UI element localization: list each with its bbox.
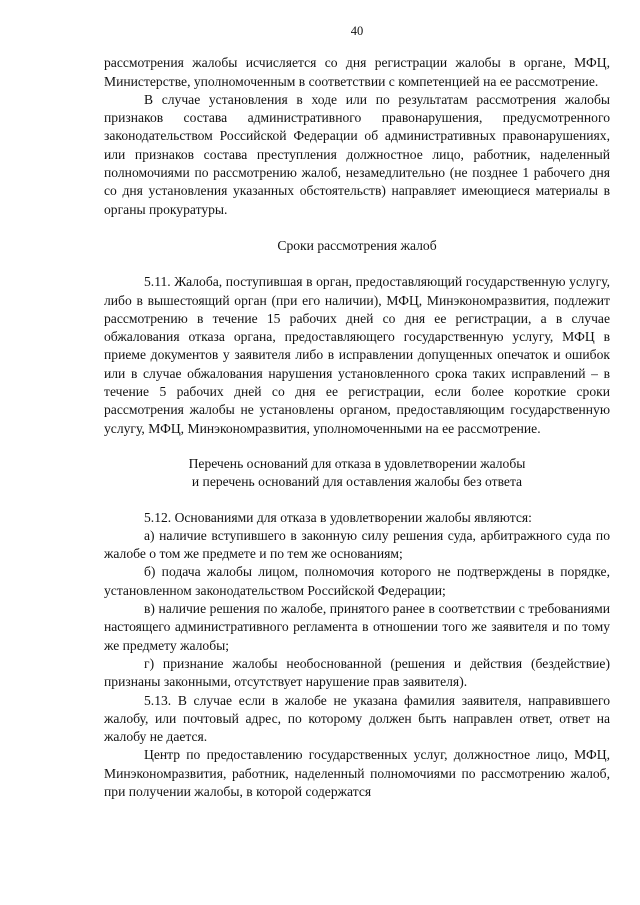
paragraph-5-11: 5.11. Жалоба, поступившая в орган, предоставляющий государственную услугу, либо в вышестоящий орган (при его наличии), МФЦ, Минэкономразвития, подлежит рассмотрению в течение 15 рабочих дней со дня ее регистрации, а в случае обжалования отказа органа, предоставляющего государственную услугу, МФЦ в приеме документов у заявителя либо в исправлении допущенных опечаток и ошибок или в случае обжалования нарушения установленного срока таких исправлений – в течение 5 рабочих дней со дня ее регистрации, если более короткие сроки рассмотрения жалобы не установлены органом, предоставляющим государственную услугу, МФЦ, Минэкономразвития, уполномоченными на ее рассмотрение.: [104, 274, 610, 436]
section-heading-refusal-grounds-line2: и перечень оснований для оставления жалобы без ответа: [191, 474, 523, 490]
paragraph-5-13: 5.13. В случае если в жалобе не указана фамилия заявителя, направившего жалобу, или почтовый адрес, по которому должен быть направлен ответ, ответ на жалобу не дается.: [104, 692, 610, 745]
paragraph-center-services: Центр по предоставлению государственных услуг, должностное лицо, МФЦ, Минэкономразвития, работник, наделенный полномочиями по рассмотрению жалоб, при получении жалобы, в которой содержатся: [104, 747, 610, 799]
section-heading-review-terms: Сроки рассмотрения жалоб: [277, 237, 437, 253]
list-item-g: г) признание жалобы необоснованной (решения и действия (бездействие) признаны законными, отсутствует нарушение прав заявителя).: [104, 655, 610, 690]
list-item-v: в) наличие решения по жалобе, принятого ранее в соответствии с требованиями настоящего административного регламента в отношении того же заявителя и по тому же предмету жалобы;: [104, 601, 610, 653]
list-item-b: б) подача жалобы лицом, полномочия которого не подтверждены в порядке, установленном законодательством Российской Федерации;: [104, 564, 610, 598]
section-heading-refusal-grounds-line1: Перечень оснований для отказа в удовлетворении жалобы: [188, 455, 526, 471]
paragraph-5-12: 5.12. Основаниями для отказа в удовлетворении жалобы являются:: [144, 509, 532, 525]
paragraph-continuation: рассмотрения жалобы исчисляется со дня регистрации жалобы в органе, МФЦ, Министерстве, уполномоченным в соответствии с компетенцией на ее рассмотрение.: [104, 55, 610, 89]
page-number: 40: [350, 24, 364, 38]
paragraph-prosecutor-referral: В случае установления в ходе или по результатам рассмотрения жалобы признаков состава административного правонарушения, предусмотренного законодательством Российской Федерации об административных правонарушениях, или признаков состава преступления должностное лицо, работник, наделенный полномочиями по рассмотрению жалоб, незамедлительно (не позднее 1 рабочего дня со дня установления указанных обстоятельств) направляет имеющиеся материалы в органы прокуратуры.: [104, 91, 610, 217]
list-item-a: а) наличие вступившего в законную силу решения суда, арбитражного суда по жалобе о том же предмете и по тем же основаниям;: [104, 527, 610, 562]
